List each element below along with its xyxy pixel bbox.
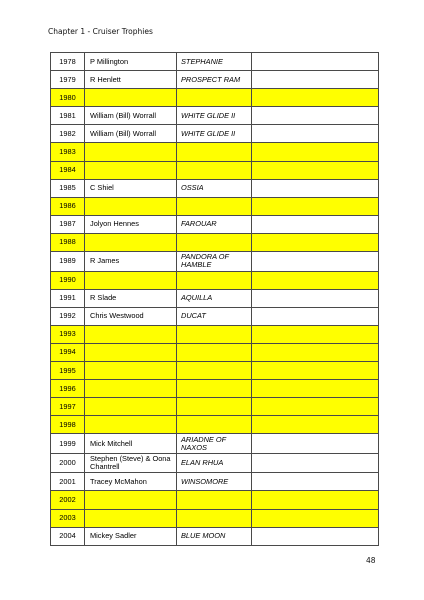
table-row (51, 416, 379, 434)
year-cell: 1979 (51, 71, 85, 89)
boat-name-cell: WHITE GLIDE II (177, 125, 252, 143)
boat-name-cell: FAROUAR (177, 215, 252, 233)
year-cell: 1985 (51, 179, 85, 197)
empty-cell (252, 143, 379, 161)
empty-cell (252, 215, 379, 233)
winner-name-cell: Mickey Sadler (85, 527, 177, 545)
winner-name-cell (85, 398, 177, 416)
boat-name-cell (177, 325, 252, 343)
empty-cell (252, 71, 379, 89)
empty-cell (252, 289, 379, 307)
table-row (51, 362, 379, 380)
table-row (51, 271, 379, 289)
year-cell: 1990 (51, 271, 85, 289)
boat-name-cell: PANDORA OF HAMBLE (177, 252, 252, 272)
winner-name-cell: R Slade (85, 289, 177, 307)
boat-name-cell: WHITE GLIDE II (177, 107, 252, 125)
table-row (51, 289, 379, 307)
empty-cell (252, 89, 379, 107)
boat-name-cell: DUCAT (177, 307, 252, 325)
winner-name-cell (85, 509, 177, 527)
winner-name-cell (85, 416, 177, 434)
year-cell: 1987 (51, 215, 85, 233)
table-row (51, 89, 379, 107)
winner-name-cell: Chris Westwood (85, 307, 177, 325)
boat-name-cell: AQUILLA (177, 289, 252, 307)
year-cell: 1996 (51, 380, 85, 398)
winner-name-cell (85, 362, 177, 380)
table-row (51, 380, 379, 398)
winner-name-cell (85, 380, 177, 398)
boat-name-cell: PROSPECT RAM (177, 71, 252, 89)
table-row (51, 473, 379, 491)
year-cell: 2001 (51, 473, 85, 491)
year-cell: 1986 (51, 197, 85, 215)
boat-name-cell (177, 143, 252, 161)
year-cell: 1998 (51, 416, 85, 434)
empty-cell (252, 398, 379, 416)
empty-cell (252, 434, 379, 454)
winner-name-cell: Stephen (Steve) & Oona Chantrell (85, 453, 177, 473)
winner-name-cell (85, 233, 177, 251)
winner-name-cell (85, 325, 177, 343)
year-cell: 1997 (51, 398, 85, 416)
year-cell: 1989 (51, 252, 85, 272)
boat-name-cell (177, 197, 252, 215)
table-row (51, 398, 379, 416)
table-row (51, 107, 379, 125)
winner-name-cell (85, 491, 177, 509)
winner-name-cell (85, 143, 177, 161)
empty-cell (252, 416, 379, 434)
table-row (51, 215, 379, 233)
boat-name-cell (177, 343, 252, 361)
winner-name-cell: R Henlett (85, 71, 177, 89)
boat-name-cell: ARIADNE OF NAXOS (177, 434, 252, 454)
table-row (51, 491, 379, 509)
table-row (51, 527, 379, 545)
table-row (51, 143, 379, 161)
empty-cell (252, 252, 379, 272)
year-cell: 2004 (51, 527, 85, 545)
table-row (51, 434, 379, 454)
empty-cell (252, 453, 379, 473)
page-number: 48 (366, 556, 376, 565)
winner-name-cell (85, 343, 177, 361)
winner-name-cell (85, 271, 177, 289)
year-cell: 1999 (51, 434, 85, 454)
table-row (51, 179, 379, 197)
year-cell: 1981 (51, 107, 85, 125)
page-header: Chapter 1 - Cruiser Trophies (48, 27, 153, 36)
table-row (51, 161, 379, 179)
table-row (51, 509, 379, 527)
table-row (51, 343, 379, 361)
empty-cell (252, 307, 379, 325)
empty-cell (252, 197, 379, 215)
empty-cell (252, 491, 379, 509)
boat-name-cell (177, 398, 252, 416)
year-cell: 1978 (51, 53, 85, 71)
empty-cell (252, 161, 379, 179)
year-cell: 1995 (51, 362, 85, 380)
year-cell: 1993 (51, 325, 85, 343)
table-row (51, 252, 379, 272)
winner-name-cell: William (Bill) Worrall (85, 125, 177, 143)
trophy-winners-table (50, 52, 379, 546)
boat-name-cell (177, 271, 252, 289)
boat-name-cell: BLUE MOON (177, 527, 252, 545)
boat-name-cell (177, 233, 252, 251)
empty-cell (252, 233, 379, 251)
table-row (51, 125, 379, 143)
table-row (51, 307, 379, 325)
boat-name-cell (177, 380, 252, 398)
winner-name-cell (85, 197, 177, 215)
boat-name-cell: WINSOMORE (177, 473, 252, 491)
winner-name-cell: C Shiel (85, 179, 177, 197)
winner-name-cell: P Millington (85, 53, 177, 71)
table-row (51, 197, 379, 215)
empty-cell (252, 53, 379, 71)
year-cell: 1982 (51, 125, 85, 143)
boat-name-cell: OSSIA (177, 179, 252, 197)
empty-cell (252, 473, 379, 491)
empty-cell (252, 380, 379, 398)
boat-name-cell: STEPHANIE (177, 53, 252, 71)
year-cell: 1991 (51, 289, 85, 307)
empty-cell (252, 179, 379, 197)
year-cell: 2003 (51, 509, 85, 527)
table-row (51, 53, 379, 71)
empty-cell (252, 125, 379, 143)
winner-name-cell: Tracey McMahon (85, 473, 177, 491)
boat-name-cell (177, 89, 252, 107)
year-cell: 2000 (51, 453, 85, 473)
table-body (51, 53, 379, 546)
boat-name-cell (177, 161, 252, 179)
boat-name-cell: ELAN RHUA (177, 453, 252, 473)
empty-cell (252, 343, 379, 361)
empty-cell (252, 509, 379, 527)
table-row (51, 325, 379, 343)
table-row (51, 233, 379, 251)
winner-name-cell: Mick Mitchell (85, 434, 177, 454)
year-cell: 1984 (51, 161, 85, 179)
table-row (51, 71, 379, 89)
empty-cell (252, 271, 379, 289)
winner-name-cell: William (Bill) Worrall (85, 107, 177, 125)
empty-cell (252, 362, 379, 380)
empty-cell (252, 527, 379, 545)
year-cell: 2002 (51, 491, 85, 509)
boat-name-cell (177, 362, 252, 380)
boat-name-cell (177, 491, 252, 509)
boat-name-cell (177, 416, 252, 434)
year-cell: 1983 (51, 143, 85, 161)
year-cell: 1994 (51, 343, 85, 361)
empty-cell (252, 325, 379, 343)
year-cell: 1980 (51, 89, 85, 107)
winner-name-cell (85, 89, 177, 107)
year-cell: 1988 (51, 233, 85, 251)
winner-name-cell (85, 161, 177, 179)
empty-cell (252, 107, 379, 125)
table-row (51, 453, 379, 473)
boat-name-cell (177, 509, 252, 527)
winner-name-cell: Jolyon Hennes (85, 215, 177, 233)
winner-name-cell: R James (85, 252, 177, 272)
year-cell: 1992 (51, 307, 85, 325)
